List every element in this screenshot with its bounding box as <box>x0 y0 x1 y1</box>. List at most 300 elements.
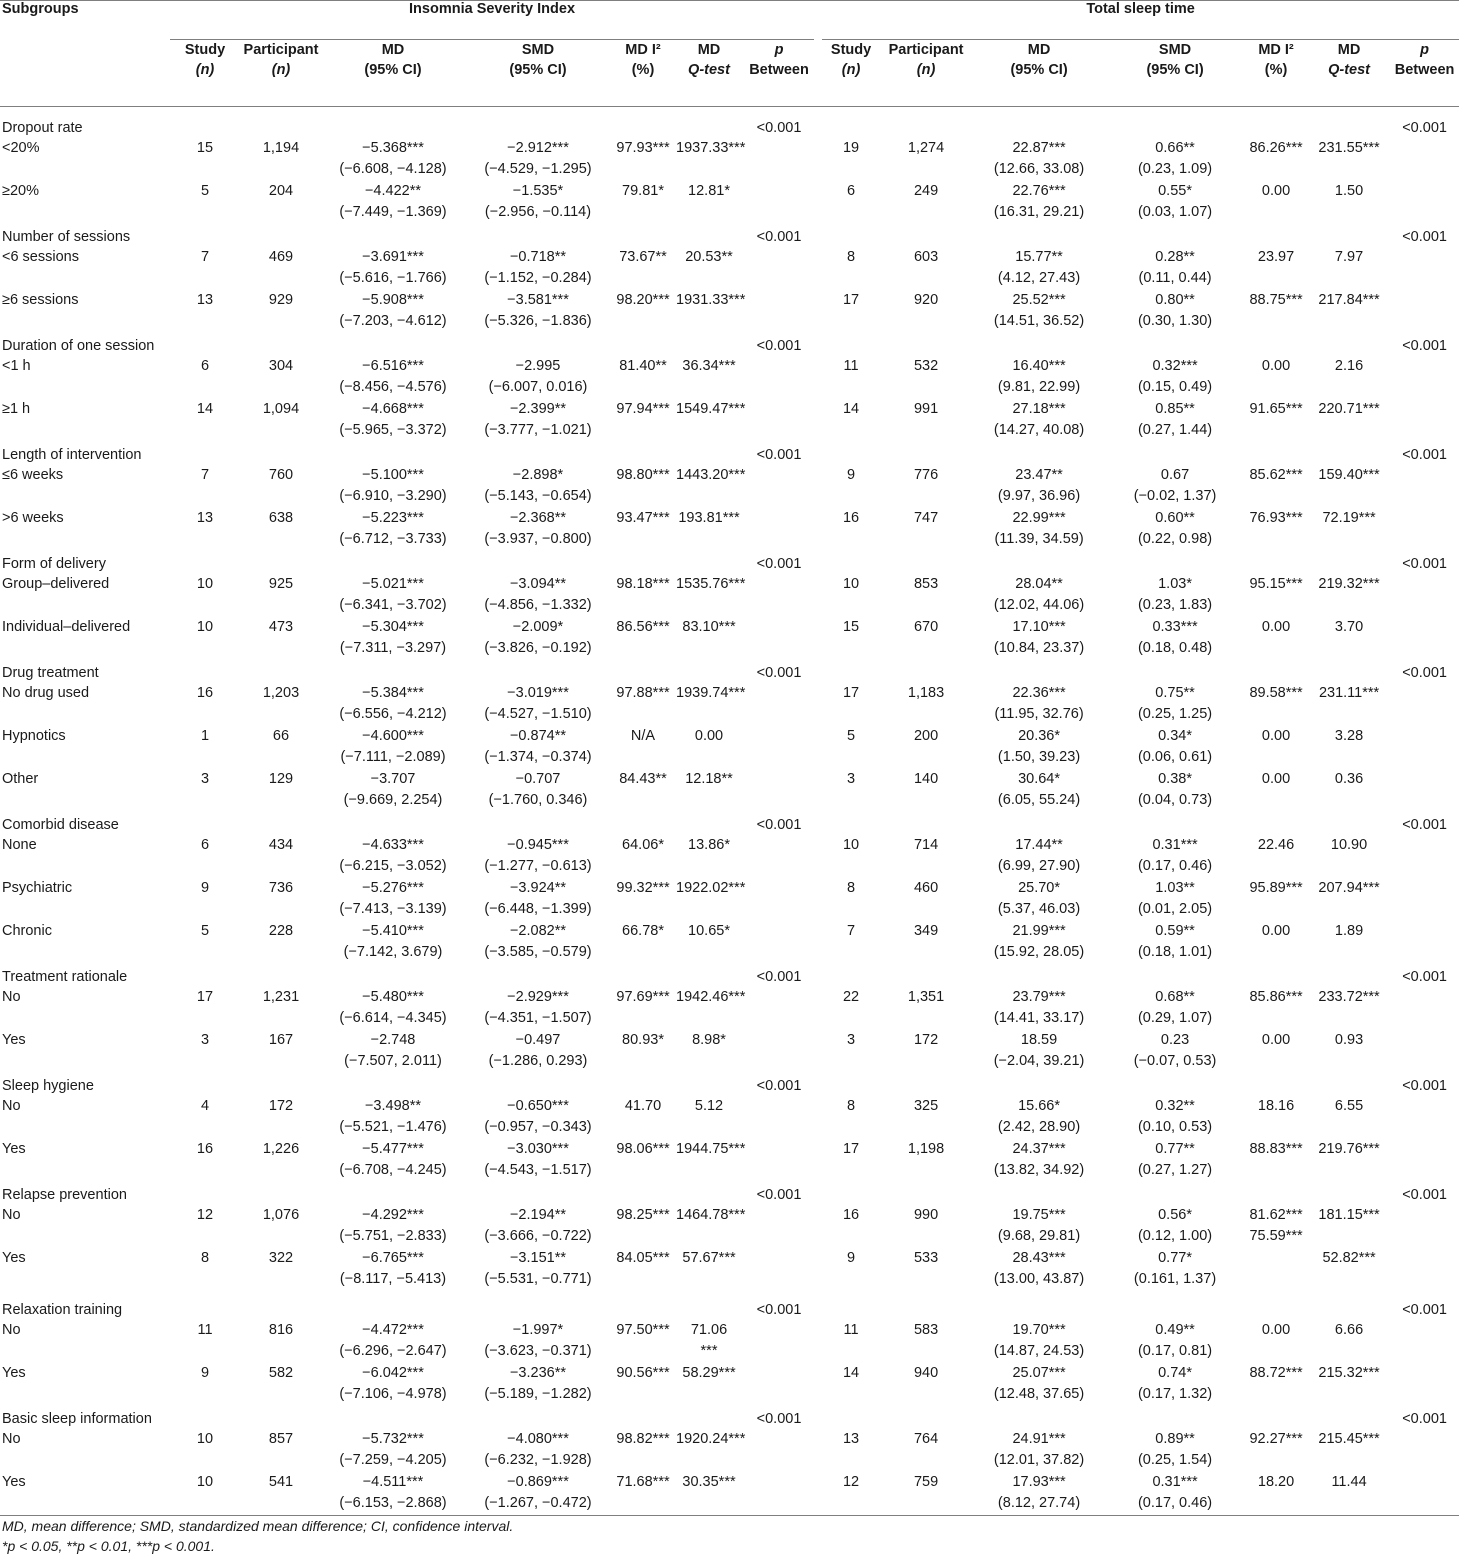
empty-cell <box>744 574 814 595</box>
tst-md-ci: (8.12, 27.74) <box>997 1495 1081 1511</box>
empty-cell <box>1390 268 1459 290</box>
isi-md: −6.765*** <box>362 1250 424 1266</box>
empty-cell <box>170 377 240 399</box>
tst-md-ci: (6.05, 55.24) <box>997 792 1081 808</box>
tst-qtest: 215.32*** <box>1318 1365 1380 1381</box>
tst-md-ci: (15.92, 28.05) <box>993 944 1085 960</box>
isi-study-n: 9 <box>200 880 210 896</box>
table-row-ci <box>0 486 1459 508</box>
subgroup-label: Individual–delivered <box>2 619 131 635</box>
empty-cell <box>880 899 972 921</box>
isi-smd: −3.151** <box>509 1250 567 1266</box>
isi-participant-n: 129 <box>268 771 294 787</box>
col-i2: MD I² (%) <box>612 40 674 107</box>
tst-md: 24.37*** <box>1012 1141 1066 1157</box>
isi-md-ci: (−8.456, −4.576) <box>339 379 447 395</box>
empty-cell <box>744 1269 814 1291</box>
empty-cell <box>822 268 880 290</box>
isi-md-ci: (−5.616, −1.766) <box>339 270 447 286</box>
tst-md-ci: (5.37, 46.03) <box>997 901 1081 917</box>
empty-cell <box>240 1493 322 1516</box>
empty-cell <box>612 1269 674 1291</box>
table-row <box>0 1320 1459 1341</box>
empty-cell <box>814 595 822 617</box>
empty-cell <box>822 747 880 769</box>
empty-cell <box>972 1073 1106 1096</box>
tst-smd-ci: (0.17, 0.81) <box>1137 1343 1213 1359</box>
isi-participant-n: 929 <box>268 292 294 308</box>
empty-cell <box>814 486 822 508</box>
isi-md-ci: (−5.521, −1.476) <box>339 1119 447 1135</box>
isi-qtest-cont <box>674 899 744 921</box>
isi-participant-n: 204 <box>268 183 294 199</box>
empty-cell <box>744 1160 814 1182</box>
isi-smd-ci: (−5.143, −0.654) <box>484 488 592 504</box>
empty-cell <box>170 1406 240 1429</box>
empty-cell <box>744 247 814 268</box>
isi-md-ci: (−7.259, −4.205) <box>339 1452 447 1468</box>
tst-i2: 0.00 <box>1261 1032 1291 1048</box>
empty-cell <box>1106 442 1244 465</box>
tst-md-ci: (13.00, 43.87) <box>993 1271 1085 1287</box>
empty-cell <box>972 1182 1106 1205</box>
empty-cell <box>1390 1450 1459 1472</box>
tst-smd: 0.77** <box>1155 1141 1195 1157</box>
empty-cell <box>612 964 674 987</box>
tst-smd: 0.75** <box>1155 685 1195 701</box>
isi-participant-n: 228 <box>268 923 294 939</box>
tst-qtest: 0.36 <box>1334 771 1364 787</box>
empty-cell <box>972 333 1106 356</box>
tst-i2-cont <box>1244 1384 1308 1406</box>
empty-cell <box>1390 683 1459 704</box>
empty-cell <box>744 399 814 420</box>
isi-qtest-cont <box>674 856 744 878</box>
isi-study-n: 6 <box>200 837 210 853</box>
empty-cell <box>170 311 240 333</box>
empty-cell <box>1244 660 1308 683</box>
empty-cell <box>240 1182 322 1205</box>
isi-qtest-cont <box>674 1384 744 1406</box>
tst-participant-n: 764 <box>913 1431 939 1447</box>
tst-smd-ci: (0.03, 1.07) <box>1137 204 1213 220</box>
empty-cell <box>1390 159 1459 181</box>
tst-smd-ci: (0.23, 1.83) <box>1137 597 1213 613</box>
subgroup-label: >6 weeks <box>2 510 64 526</box>
empty-cell <box>612 1226 674 1248</box>
empty-cell <box>880 1160 972 1182</box>
empty-cell <box>170 638 240 660</box>
empty-cell <box>612 747 674 769</box>
tst-qtest: 215.45*** <box>1318 1431 1380 1447</box>
empty-cell <box>1308 790 1390 812</box>
isi-i2: 93.47*** <box>616 510 670 526</box>
tst-study-n: 6 <box>847 183 856 199</box>
tst-smd: 0.49** <box>1155 1322 1195 1338</box>
empty-cell <box>240 1406 322 1429</box>
empty-cell <box>814 964 822 987</box>
isi-study-n: 3 <box>200 1032 210 1048</box>
empty-cell <box>880 159 972 181</box>
isi-study-n: 4 <box>200 1098 210 1114</box>
p-between-isi: <0.001 <box>756 817 802 833</box>
group-row <box>0 442 1459 465</box>
empty-cell <box>744 311 814 333</box>
isi-smd-ci: (−1.152, −0.284) <box>484 270 592 286</box>
empty-cell <box>822 1117 880 1139</box>
tst-qtest: 3.70 <box>1334 619 1364 635</box>
empty-cell <box>1390 1248 1459 1269</box>
isi-header: Insomnia Severity Index <box>170 1 814 40</box>
table-row <box>0 508 1459 529</box>
empty-cell <box>612 704 674 726</box>
empty-cell <box>674 551 744 574</box>
subgroup-label: No <box>2 1207 21 1223</box>
empty-cell <box>1244 1406 1308 1429</box>
empty-cell <box>880 1384 972 1406</box>
table-row <box>0 181 1459 202</box>
group-label: Duration of one session <box>2 338 155 354</box>
empty-cell <box>170 595 240 617</box>
empty-cell <box>170 1226 240 1248</box>
empty-cell <box>972 442 1106 465</box>
empty-cell <box>240 964 322 987</box>
p-between-tst: <0.001 <box>1402 969 1447 985</box>
empty-cell <box>814 1117 822 1139</box>
tst-participant-n: 533 <box>913 1250 939 1266</box>
tst-smd-ci: (0.25, 1.25) <box>1137 706 1213 722</box>
empty-cell <box>744 377 814 399</box>
isi-participant-n: 582 <box>268 1365 294 1381</box>
empty-cell <box>612 1073 674 1096</box>
footnotes <box>0 1516 1459 1557</box>
table-row-ci <box>0 1008 1459 1030</box>
empty-cell <box>1390 921 1459 942</box>
empty-cell <box>170 1297 240 1320</box>
tst-i2-cont <box>1244 159 1308 181</box>
tst-md-ci: (9.68, 29.81) <box>997 1228 1081 1244</box>
empty-cell <box>880 856 972 878</box>
isi-smd-ci: (−6.232, −1.928) <box>484 1452 592 1468</box>
empty-cell <box>814 617 822 638</box>
empty-cell <box>1390 726 1459 747</box>
tst-md-ci: (11.95, 32.76) <box>994 706 1084 722</box>
tst-i2 <box>1244 1248 1308 1269</box>
isi-smd-ci: (−5.189, −1.282) <box>484 1386 592 1402</box>
empty-cell <box>744 486 814 508</box>
isi-i2: 64.06* <box>622 837 664 853</box>
empty-cell <box>1308 595 1390 617</box>
tst-smd: 0.60** <box>1155 510 1195 526</box>
isi-participant-n: 638 <box>268 510 294 526</box>
isi-qtest: 83.10*** <box>682 619 736 635</box>
tst-study-n: 13 <box>842 1431 860 1447</box>
isi-qtest-cont <box>674 1450 744 1472</box>
tst-smd: 0.66** <box>1155 140 1195 156</box>
empty-cell <box>972 1297 1106 1320</box>
empty-cell <box>1308 268 1390 290</box>
tst-smd: 0.56* <box>1158 1207 1192 1223</box>
tst-md: 15.66* <box>1018 1098 1061 1114</box>
isi-i2: 97.69*** <box>616 989 670 1005</box>
tst-smd: 0.32*** <box>1152 358 1198 374</box>
isi-participant-n: 469 <box>268 249 294 265</box>
empty-cell <box>1244 224 1308 247</box>
empty-cell <box>612 1341 674 1363</box>
isi-i2: 71.68*** <box>616 1474 670 1490</box>
tst-participant-n: 1,183 <box>907 685 945 701</box>
empty-cell <box>612 202 674 224</box>
empty-cell <box>240 790 322 812</box>
group-row <box>0 1073 1459 1096</box>
tst-i2: 0.00 <box>1261 1322 1291 1338</box>
empty-cell <box>1244 333 1308 356</box>
empty-cell <box>880 224 972 247</box>
empty-cell <box>880 377 972 399</box>
empty-cell <box>170 942 240 964</box>
group-row <box>0 812 1459 835</box>
empty-cell <box>744 1117 814 1139</box>
table-row <box>0 921 1459 942</box>
tst-study-n: 19 <box>842 140 860 156</box>
empty-cell <box>322 1406 464 1429</box>
empty-cell <box>814 508 822 529</box>
isi-md-ci: (−7.203, −4.612) <box>339 313 447 329</box>
empty-cell <box>1244 812 1308 835</box>
group-label: Comorbid disease <box>2 817 119 833</box>
table-row-ci <box>0 942 1459 964</box>
isi-md: −5.021*** <box>362 576 424 592</box>
empty-cell <box>972 964 1106 987</box>
empty-cell <box>880 420 972 442</box>
isi-smd-ci: (−6.007, 0.016) <box>488 379 588 395</box>
empty-cell <box>170 1073 240 1096</box>
empty-cell <box>814 812 822 835</box>
tst-i2-cont <box>1244 1008 1308 1030</box>
empty-cell <box>814 1226 822 1248</box>
empty-cell <box>322 333 464 356</box>
empty-cell <box>322 551 464 574</box>
tst-qtest: 159.40*** <box>1318 467 1380 483</box>
empty-cell <box>170 812 240 835</box>
isi-i2: 73.67** <box>619 249 667 265</box>
tst-i2: 92.27*** <box>1249 1431 1303 1447</box>
isi-qtest: 1922.02*** <box>676 880 746 896</box>
tst-md-ci: (13.82, 34.92) <box>993 1162 1085 1178</box>
isi-smd: −0.497 <box>515 1032 561 1048</box>
tst-participant-n: 172 <box>913 1032 939 1048</box>
empty-cell <box>464 1073 612 1096</box>
isi-i2: 97.50*** <box>616 1322 670 1338</box>
empty-cell <box>170 856 240 878</box>
isi-smd-ci: (−4.527, −1.510) <box>484 706 592 722</box>
tst-i2: 89.58*** <box>1249 685 1303 701</box>
empty-cell <box>880 1493 972 1516</box>
isi-qtest: 10.65* <box>688 923 730 939</box>
empty-cell <box>744 1096 814 1117</box>
tst-participant-n: 583 <box>913 1322 939 1338</box>
table-row <box>0 1205 1459 1226</box>
empty-cell <box>1390 899 1459 921</box>
empty-cell <box>814 921 822 942</box>
empty-cell <box>744 1493 814 1516</box>
isi-md-ci: (−9.669, 2.254) <box>343 792 443 808</box>
tst-participant-n: 714 <box>913 837 939 853</box>
empty-cell <box>0 311 170 333</box>
empty-cell <box>744 159 814 181</box>
empty-cell <box>612 1493 674 1516</box>
isi-smd-ci: (−1.374, −0.374) <box>484 749 592 765</box>
empty-cell <box>880 311 972 333</box>
col-md: MD (95% CI) <box>972 40 1106 107</box>
empty-cell <box>1308 1450 1390 1472</box>
p-between-isi: <0.001 <box>756 1187 802 1203</box>
empty-cell <box>240 899 322 921</box>
isi-i2: 98.06*** <box>616 1141 670 1157</box>
empty-cell <box>1308 529 1390 551</box>
empty-cell <box>814 377 822 399</box>
empty-cell <box>744 704 814 726</box>
empty-cell <box>822 1269 880 1291</box>
tst-qtest: 52.82*** <box>1322 1250 1376 1266</box>
isi-participant-n: 1,226 <box>262 1141 300 1157</box>
isi-md: −5.732*** <box>362 1431 424 1447</box>
empty-cell <box>1390 856 1459 878</box>
tst-qtest: 181.15*** <box>1318 1207 1380 1223</box>
tst-smd: 0.34* <box>1158 728 1192 744</box>
empty-cell <box>240 311 322 333</box>
isi-qtest-cont <box>674 790 744 812</box>
p-between-isi: <0.001 <box>756 447 802 463</box>
empty-cell <box>674 1073 744 1096</box>
isi-md-ci: (−5.965, −3.372) <box>339 422 447 438</box>
isi-participant-n: 434 <box>268 837 294 853</box>
isi-md-ci: (−6.708, −4.245) <box>339 1162 447 1178</box>
empty-cell <box>612 660 674 683</box>
empty-cell <box>464 442 612 465</box>
tst-smd-ci: (0.17, 0.46) <box>1137 858 1213 874</box>
empty-cell <box>744 356 814 377</box>
empty-cell <box>1390 1320 1459 1341</box>
tst-participant-n: 920 <box>913 292 939 308</box>
isi-i2: 66.78* <box>622 923 664 939</box>
empty-cell <box>1390 1160 1459 1182</box>
tst-qtest: 233.72*** <box>1318 989 1380 1005</box>
tst-md: 17.10*** <box>1012 619 1066 635</box>
empty-cell <box>322 1073 464 1096</box>
isi-i2: 84.43** <box>619 771 667 787</box>
isi-qtest-cont <box>674 1269 744 1291</box>
empty-cell <box>814 638 822 660</box>
empty-cell <box>240 1073 322 1096</box>
isi-smd-ci: (−3.585, −0.579) <box>484 944 592 960</box>
empty-cell <box>814 835 822 856</box>
empty-cell <box>322 1297 464 1320</box>
isi-md: −6.516*** <box>362 358 424 374</box>
p-between-tst: <0.001 <box>1402 447 1447 463</box>
empty-cell <box>240 638 322 660</box>
tst-smd: 0.77* <box>1158 1250 1192 1266</box>
empty-cell <box>612 486 674 508</box>
p-between-isi: <0.001 <box>756 1302 802 1318</box>
empty-cell <box>170 1008 240 1030</box>
empty-cell <box>1308 1297 1390 1320</box>
tst-i2-cont <box>1244 1341 1308 1363</box>
table-row-ci <box>0 1117 1459 1139</box>
isi-md-ci: (−7.142, 3.679) <box>343 944 443 960</box>
empty-cell <box>822 377 880 399</box>
tst-qtest: 231.11*** <box>1318 685 1380 701</box>
empty-cell <box>240 420 322 442</box>
tst-i2: 85.62*** <box>1249 467 1303 483</box>
isi-i2: 98.20*** <box>616 292 670 308</box>
tst-qtest: 1.89 <box>1334 923 1364 939</box>
table-row-ci <box>0 1341 1459 1363</box>
tst-study-n: 12 <box>842 1474 860 1490</box>
tst-md: 30.64* <box>1018 771 1061 787</box>
empty-cell <box>612 529 674 551</box>
empty-cell <box>240 529 322 551</box>
tst-participant-n: 853 <box>913 576 939 592</box>
isi-study-n: 7 <box>200 467 210 483</box>
group-label: Sleep hygiene <box>2 1078 94 1094</box>
tst-participant-n: 1,198 <box>907 1141 945 1157</box>
subgroup-label: No drug used <box>2 685 90 701</box>
isi-smd: −2.929*** <box>507 989 569 1005</box>
empty-cell <box>822 899 880 921</box>
empty-cell <box>0 202 170 224</box>
isi-i2: 97.88*** <box>616 685 670 701</box>
tst-md: 21.99*** <box>1012 923 1066 939</box>
empty-cell <box>0 1051 170 1073</box>
empty-cell <box>744 835 814 856</box>
tst-smd: 0.55* <box>1158 183 1192 199</box>
table-row-ci <box>0 747 1459 769</box>
col-smd: SMD (95% CI) <box>1106 40 1244 107</box>
empty-cell <box>1244 1182 1308 1205</box>
empty-cell <box>1244 551 1308 574</box>
empty-cell <box>0 420 170 442</box>
empty-cell <box>880 1226 972 1248</box>
isi-qtest-cont: *** <box>700 1343 718 1359</box>
empty-cell <box>880 595 972 617</box>
subgroup-label: <1 h <box>2 358 31 374</box>
empty-cell <box>1390 486 1459 508</box>
empty-cell <box>814 333 822 356</box>
tst-participant-n: 990 <box>913 1207 939 1223</box>
isi-smd: −3.030*** <box>507 1141 569 1157</box>
tst-md: 22.87*** <box>1012 140 1066 156</box>
isi-qtest-cont <box>674 747 744 769</box>
empty-cell <box>1390 247 1459 268</box>
empty-cell <box>1244 1297 1308 1320</box>
empty-cell <box>240 202 322 224</box>
isi-i2: 98.18*** <box>616 576 670 592</box>
tst-participant-n: 776 <box>913 467 939 483</box>
empty-cell <box>0 1341 170 1363</box>
tst-qtest: 0.93 <box>1334 1032 1364 1048</box>
empty-cell <box>822 1341 880 1363</box>
isi-study-n: 10 <box>196 576 214 592</box>
table-row-ci <box>0 1160 1459 1182</box>
isi-md-ci: (−6.215, −3.052) <box>339 858 447 874</box>
empty-cell <box>0 942 170 964</box>
tst-md: 17.93*** <box>1012 1474 1066 1490</box>
tst-participant-n: 603 <box>913 249 939 265</box>
group-label: Form of delivery <box>2 556 106 572</box>
isi-qtest: 12.18** <box>685 771 733 787</box>
table-row-ci <box>0 268 1459 290</box>
